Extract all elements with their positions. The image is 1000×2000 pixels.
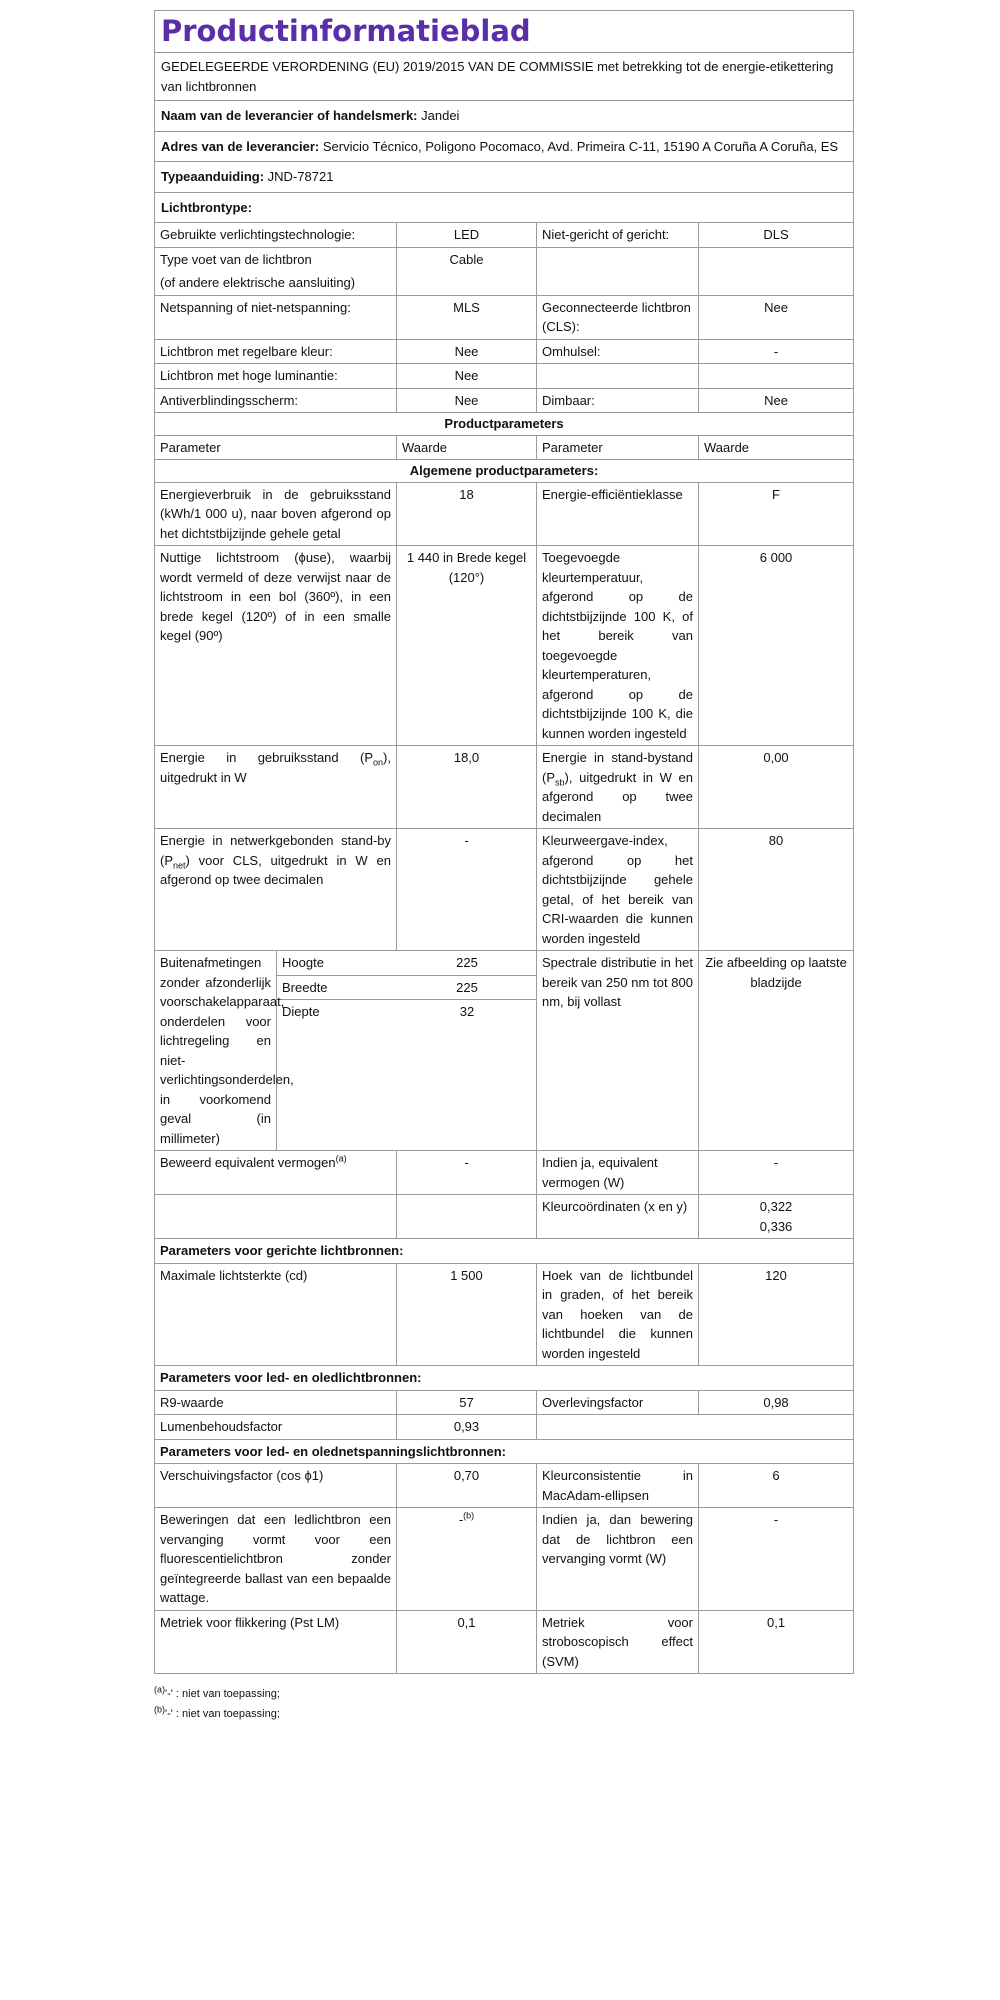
colour-consistency-value: 6 [699, 1464, 854, 1508]
dimensions-label: Buitenafmetingen zonder afzonderlijk voorschakelapparaat, onderdelen voor lichtregeling en niet-verlichtingsonderdelen, in voorkomend geval (in millimeter) [155, 951, 277, 1151]
width-label: Breedte [277, 975, 397, 1000]
technology-label: Gebruikte verlichtingstechnologie: [155, 223, 397, 248]
directional-heading: Parameters voor gerichte lichtbronnen: [155, 1239, 854, 1264]
supplier-address-row [155, 131, 854, 162]
supplier-name-label: Naam van de leverancier of handelsmerk: [161, 108, 418, 123]
depth-label: Diepte [282, 1004, 320, 1019]
footnote-a [154, 1684, 853, 1704]
networked-standby-label-text: Energie in netwerkgebonden stand-by (P [160, 833, 391, 868]
beam-angle-value: 120 [699, 1263, 854, 1366]
flicker-metric-value: 0,1 [397, 1610, 537, 1674]
colour-temperature-label: Toegevoegde kleurtemperatuur, afgerond op de dichtstbijzijnde 100 K, of het bereik van toegevoegde kleurtemperaturen, afgerond op de dichtstbijzijnde 100 K, die kunnen worden ingesteld [537, 546, 699, 746]
empty-cell [699, 364, 854, 389]
general-parameters-heading: Algemene productparameters: [155, 460, 854, 483]
led-oled-mains-heading: Parameters voor led- en olednetspanningslichtbronnen: [155, 1439, 854, 1464]
efficiency-class-value: F [699, 482, 854, 546]
information-table [154, 10, 854, 1674]
technology-value: LED [397, 223, 537, 248]
networked-standby-label [155, 829, 397, 951]
dimmable-value: Nee [699, 388, 854, 413]
product-parameters-heading: Productparameters [155, 413, 854, 436]
model-label: Typeaanduiding: [161, 169, 265, 184]
footnote-a-text: '-' : niet van toepassing; [165, 1688, 280, 1700]
footnote-a-marker: (a) [335, 1153, 347, 1164]
cap-type-value: Cable [397, 247, 537, 295]
directional-value: DLS [699, 223, 854, 248]
energy-on-label: Energieverbruik in de gebruiksstand (kWh/1 000 u), naar boven afgerond op het dichtstbijzijnde gehele getal [155, 482, 397, 546]
displacement-factor-value: 0,70 [397, 1464, 537, 1508]
empty-cell [699, 247, 854, 295]
col-parameter-header: Parameter [155, 435, 397, 460]
replacement-claim-value [397, 1508, 537, 1611]
col-parameter-header: Parameter [537, 435, 699, 460]
footnote-b [154, 1704, 853, 1724]
equivalent-power-value: - [699, 1151, 854, 1195]
on-mode-power-label [155, 746, 397, 829]
energy-on-value: 18 [397, 482, 537, 546]
cri-label: Kleurweergave-index, afgerond op het dichtstbijzijnde gehele getal, of het bereik van CRI-waarden die kunnen worden ingesteld [537, 829, 699, 951]
col-value-header: Waarde [397, 435, 537, 460]
colour-consistency-label: Kleurconsistentie in MacAdam-ellipsen [537, 1464, 699, 1508]
spectral-distribution-value: Zie afbeelding op laatste bladzijde [699, 951, 854, 1151]
height-label: Hoogte [277, 951, 397, 975]
cls-label: Geconnecteerde lichtbron (CLS): [537, 295, 699, 339]
useful-flux-label: Nuttige lichtstroom (ϕuse), waarbij wordt vermeld of deze verwijst naar de lichtstroom in een bol (360º), in een brede kegel (120º) of in een smalle kegel (90º) [155, 546, 397, 746]
on-mode-subscript: on [373, 757, 384, 768]
empty-cell [699, 1415, 854, 1440]
empty-cell [397, 1195, 537, 1239]
claimed-power-label [155, 1151, 397, 1195]
dimensions-values [277, 951, 537, 1151]
useful-flux-value: 1 440 in Brede kegel (120°) [397, 546, 537, 746]
supplier-address-label: Adres van de leverancier: [161, 138, 320, 154]
footnote-a-mark: (a) [154, 1684, 165, 1695]
page-title: Productinformatieblad [155, 11, 854, 53]
empty-cell [155, 1195, 397, 1239]
width-value: 225 [397, 975, 537, 1000]
displacement-factor-label: Verschuivingsfactor (cos ϕ1) [155, 1464, 397, 1508]
col-value-header: Waarde [699, 435, 854, 460]
model-row [155, 162, 854, 193]
mains-label: Netspanning of niet-netspanning: [155, 295, 397, 339]
empty-cell [537, 1415, 699, 1440]
empty-cell [537, 364, 699, 389]
model-value: JND-78721 [267, 169, 334, 184]
led-oled-heading: Parameters voor led- en oledlichtbronnen: [155, 1366, 854, 1391]
replacement-claim-value-text: - [458, 1512, 464, 1527]
dimmable-label: Dimbaar: [537, 388, 699, 413]
light-source-type-heading: Lichtbrontype: [155, 192, 854, 223]
colour-tunable-value: Nee [397, 339, 537, 364]
cap-type-label [155, 247, 397, 295]
envelope-label: Omhulsel: [537, 339, 699, 364]
cri-value: 80 [699, 829, 854, 951]
claimed-power-label-text: Beweerd equivalent vermogen [160, 1155, 336, 1170]
height-value: 225 [397, 951, 537, 975]
cap-type-label-line2: (of andere elektrische aansluiting) [160, 275, 356, 290]
high-luminance-label: Lichtbron met hoge luminantie: [155, 364, 397, 389]
cap-type-label-line1: Type voet van de lichtbron [160, 251, 312, 267]
directional-label: Niet-gericht of gericht: [537, 223, 699, 248]
mains-value: MLS [397, 295, 537, 339]
anti-glare-value: Nee [397, 388, 537, 413]
cls-value: Nee [699, 295, 854, 339]
footnote-b-text: '-' : niet van toepassing; [165, 1708, 280, 1720]
on-mode-power-value: 18,0 [397, 746, 537, 829]
r9-label: R9-waarde [155, 1390, 397, 1415]
standby-power-label [537, 746, 699, 829]
chromaticity-x: 0,322 [759, 1199, 793, 1214]
empty-cell [537, 247, 699, 295]
standby-power-label-text: ), uitgedrukt in W en afgerond op twee decimalen [542, 769, 693, 824]
lumen-maintenance-value: 0,93 [397, 1415, 537, 1440]
supplier-name-row [155, 101, 854, 132]
beam-angle-label: Hoek van de lichtbundel in graden, of het bereik van hoeken van de lichtbundel die kunnen worden ingesteld [537, 1263, 699, 1366]
footnote-b-marker: (b) [463, 1510, 475, 1521]
networked-standby-subscript: net [173, 860, 186, 871]
networked-standby-label-text: ) voor CLS, uitgedrukt in W en afgerond op twee decimalen [160, 852, 391, 887]
chromaticity-values [699, 1195, 854, 1239]
standby-power-label-text: Energie in stand-bystand (P [542, 750, 693, 785]
r9-value: 57 [397, 1390, 537, 1415]
efficiency-class-label: Energie-efficiëntieklasse [537, 482, 699, 546]
on-mode-power-label-text: ), uitgedrukt in W [160, 750, 391, 785]
replacement-power-label: Indien ja, dan bewering dat de lichtbron een vervanging vormt (W) [537, 1508, 699, 1611]
product-information-sheet [154, 10, 853, 1724]
equivalent-power-label: Indien ja, equivalent vermogen (W) [537, 1151, 699, 1195]
spectral-distribution-label: Spectrale distributie in het bereik van 250 nm tot 800 nm, bij vollast [537, 951, 699, 1151]
standby-power-value: 0,00 [699, 746, 854, 829]
regulation-text: GEDELEGEERDE VERORDENING (EU) 2019/2015 VAN DE COMMISSIE met betrekking tot de energie-etikettering van lichtbronnen [155, 53, 854, 101]
stroboscopic-metric-value: 0,1 [699, 1610, 854, 1674]
colour-temperature-value: 6 000 [699, 546, 854, 746]
depth-value: 32 [459, 1004, 475, 1019]
networked-standby-value: - [397, 829, 537, 951]
supplier-name-value: Jandei [421, 108, 460, 123]
chromaticity-label: Kleurcoördinaten (x en y) [537, 1195, 699, 1239]
replacement-claim-label: Beweringen dat een ledlichtbron een vervanging vormt voor een fluorescentielichtbron zonder geïntegreerde ballast van een bepaalde wattage. [155, 1508, 397, 1611]
replacement-power-value: - [699, 1508, 854, 1611]
footnotes [154, 1684, 853, 1724]
standby-subscript: sb [555, 777, 565, 788]
flicker-metric-label: Metriek voor flikkering (Pst LM) [155, 1610, 397, 1674]
survival-factor-value: 0,98 [699, 1390, 854, 1415]
chromaticity-y: 0,336 [759, 1218, 793, 1234]
colour-tunable-label: Lichtbron met regelbare kleur: [155, 339, 397, 364]
peak-intensity-value: 1 500 [397, 1263, 537, 1366]
footnote-b-mark: (b) [154, 1704, 165, 1715]
peak-intensity-label: Maximale lichtsterkte (cd) [155, 1263, 397, 1366]
supplier-address-value: Servicio Técnico, Poligono Pocomaco, Avd. Primeira C-11, 15190 A Coruña A Coruña, ES [322, 138, 839, 154]
claimed-power-value: - [397, 1151, 537, 1195]
lumen-maintenance-label: Lumenbehoudsfactor [155, 1415, 397, 1440]
stroboscopic-metric-label: Metriek voor stroboscopisch effect (SVM) [537, 1610, 699, 1674]
high-luminance-value: Nee [397, 364, 537, 389]
envelope-value: - [699, 339, 854, 364]
anti-glare-label: Antiverblindingsscherm: [155, 388, 397, 413]
on-mode-power-label-text: Energie in gebruiksstand (P [160, 750, 374, 765]
survival-factor-label: Overlevingsfactor [537, 1390, 699, 1415]
